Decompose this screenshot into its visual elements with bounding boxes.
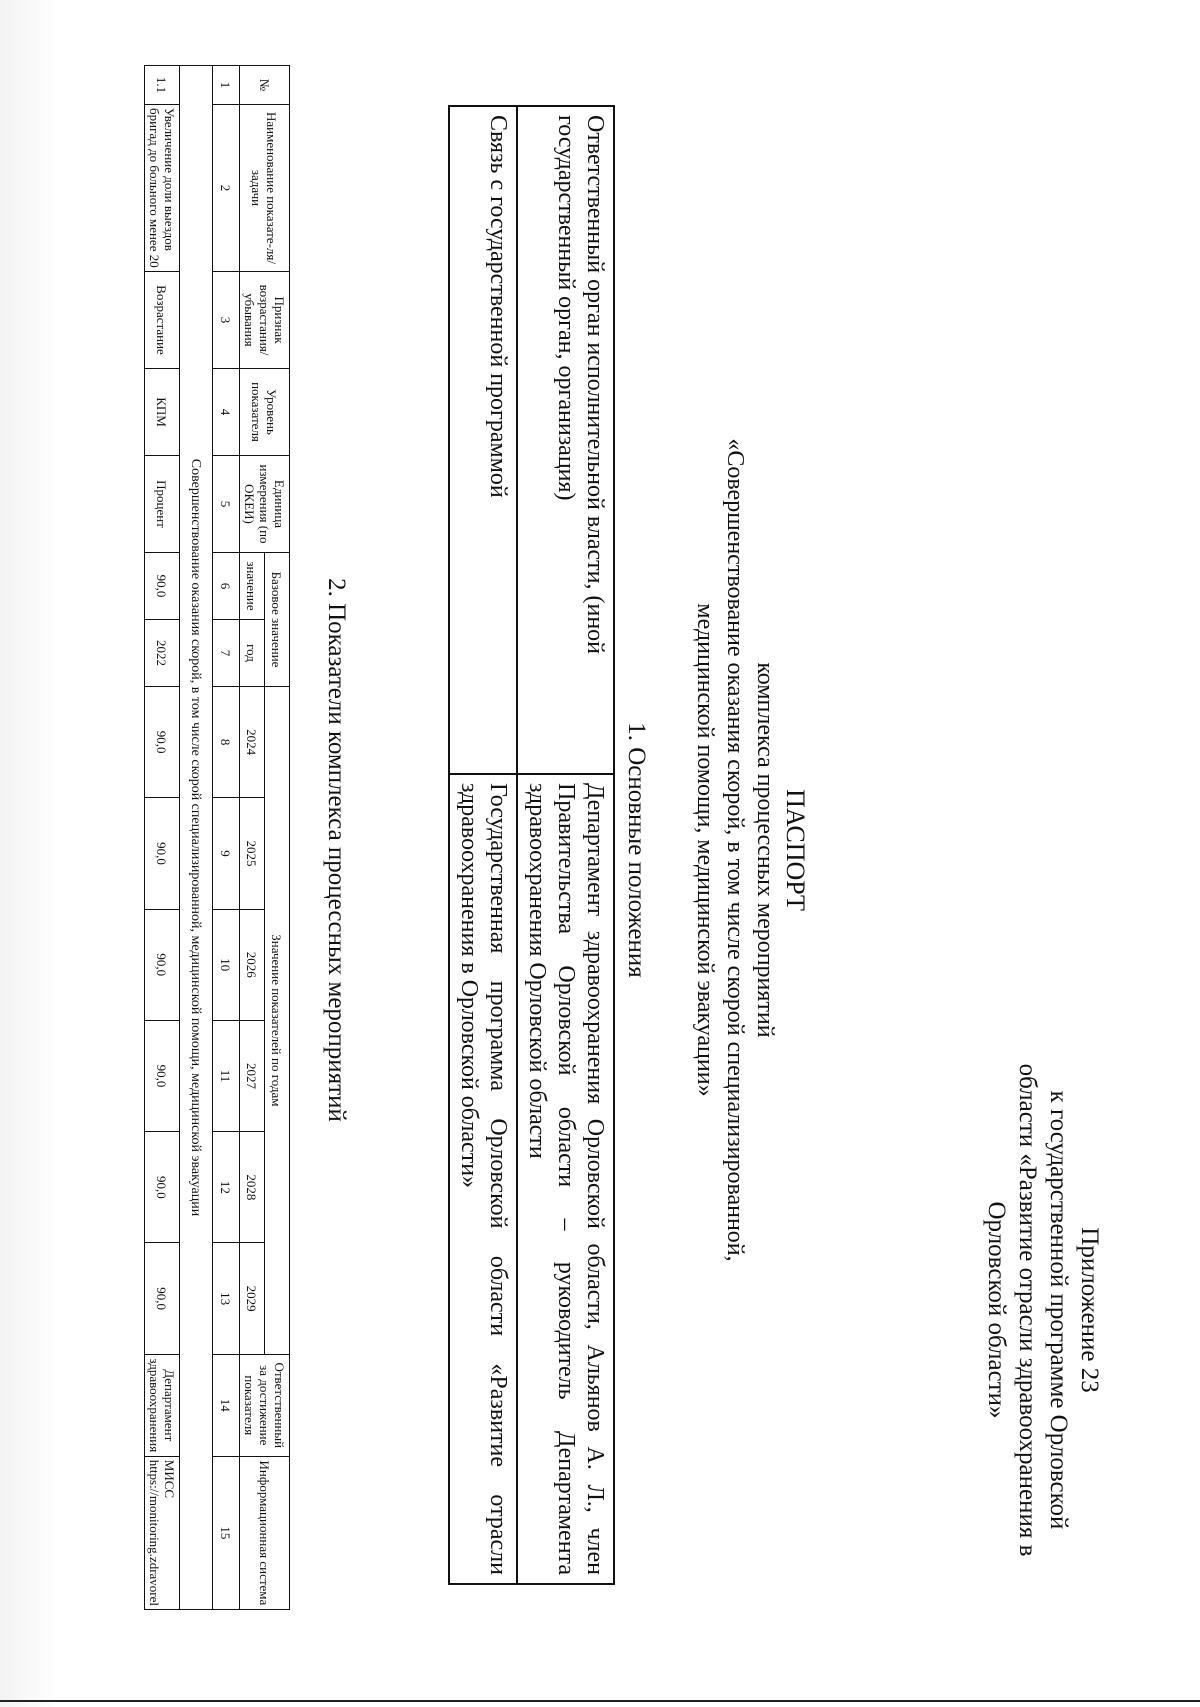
col-level-header: Уровень показателя bbox=[240, 369, 290, 456]
column-number: 3 bbox=[213, 272, 240, 369]
col-base-header: Базовое значение bbox=[265, 553, 290, 687]
row-2029: 90,0 bbox=[145, 1243, 180, 1354]
annex-line-4: Орловской области» bbox=[983, 1201, 1010, 1419]
responsible-value: Департамент здравоохранения Орловской области, Альянов А. Л., член Правительства Орловской области – руководитель Департамента здравоохранения Орловской области bbox=[517, 774, 614, 1584]
row-resp: Департамент здравоохранения bbox=[145, 1354, 180, 1456]
col-unit-header: Единица измерения (по ОКЕИ) bbox=[240, 456, 290, 553]
column-number: 14 bbox=[213, 1354, 240, 1456]
col-resp-header: Ответственный за достижение показателя bbox=[240, 1354, 290, 1456]
column-number: 5 bbox=[213, 456, 240, 553]
annex-line-3: области «Развитие отрасли здравоохранения в bbox=[1014, 1063, 1041, 1557]
column-number: 7 bbox=[213, 620, 240, 687]
passport-title: ПАСПОРТ bbox=[781, 789, 810, 911]
group-title: Совершенствование оказания скорой, в том числе скорой специализированной, медицинской помощи, медицинской эвакуации bbox=[180, 66, 213, 1610]
column-number: 4 bbox=[213, 369, 240, 456]
row-2024: 90,0 bbox=[145, 687, 180, 798]
column-number: 1 bbox=[213, 66, 240, 105]
row-2027: 90,0 bbox=[145, 1020, 180, 1131]
col-base-year-header: год bbox=[240, 620, 265, 687]
basic-provisions-table bbox=[448, 105, 615, 1585]
column-number: 9 bbox=[213, 798, 240, 909]
col-2025-header: 2025 bbox=[240, 798, 265, 909]
annex-line-1: Приложение 23 bbox=[1076, 1227, 1103, 1393]
col-2029-header: 2029 bbox=[240, 1243, 265, 1354]
row-unit: Процент bbox=[145, 456, 180, 553]
col-info-header: Информационная система bbox=[240, 1456, 290, 1609]
col-sign-header: Признак возрастания/ убывания bbox=[240, 272, 290, 369]
annex-line-2: к государственной программе Орловской bbox=[1045, 1090, 1072, 1530]
column-numbers-row bbox=[213, 66, 240, 1610]
responsible-label: Ответственный орган исполнительной власти, (иной государственный орган, организация) bbox=[517, 106, 614, 774]
header-row bbox=[265, 66, 290, 1610]
col-2027-header: 2027 bbox=[240, 1020, 265, 1131]
table-row bbox=[449, 106, 517, 1584]
program-link-value: Государственная программа Орловской области «Развитие отрасли здравоохранения в Орловской области» bbox=[449, 774, 517, 1584]
row-name: Увеличение доли выездов бригад до больного менее 20 bbox=[145, 105, 180, 272]
col-years-header: Значение показателей по годам bbox=[265, 687, 290, 1355]
row-2028: 90,0 bbox=[145, 1132, 180, 1243]
col-num-header: № bbox=[240, 66, 290, 105]
col-base-value-header: значение bbox=[240, 553, 265, 620]
annex-header bbox=[981, 1010, 1105, 1610]
column-number: 8 bbox=[213, 687, 240, 798]
col-2024-header: 2024 bbox=[240, 687, 265, 798]
row-info: МИСС https://monitoring.zdravorel bbox=[145, 1456, 180, 1609]
col-2028-header: 2028 bbox=[240, 1132, 265, 1243]
row-2026: 90,0 bbox=[145, 909, 180, 1020]
column-number: 6 bbox=[213, 553, 240, 620]
column-number: 12 bbox=[213, 1132, 240, 1243]
program-link-label: Связь с государственной программой bbox=[449, 106, 517, 774]
passport-line-1: комплекса процессных мероприятий bbox=[752, 662, 778, 1038]
row-sign: Возрастание bbox=[145, 272, 180, 369]
indicators-table bbox=[144, 65, 290, 1610]
group-row bbox=[180, 66, 213, 1610]
row-2025: 90,0 bbox=[145, 798, 180, 909]
row-base-year: 2022 bbox=[145, 620, 180, 687]
column-number: 11 bbox=[213, 1020, 240, 1131]
col-2026-header: 2026 bbox=[240, 909, 265, 1020]
column-number: 15 bbox=[213, 1456, 240, 1609]
row-num: 1.1 bbox=[145, 66, 180, 105]
row-level: КПМ bbox=[145, 369, 180, 456]
passport-line-2: «Совершенствование оказания скорой, в том числе скорой специализированной, bbox=[722, 438, 748, 1262]
table-row bbox=[517, 106, 614, 1584]
passport-line-3: медицинской помощи, медицинской эвакуации» bbox=[692, 603, 718, 1097]
section-1-title: 1. Основные положения bbox=[623, 722, 650, 978]
column-number: 13 bbox=[213, 1243, 240, 1354]
row-base-value: 90,0 bbox=[145, 553, 180, 620]
passport-heading bbox=[690, 150, 810, 1550]
col-name-header: Наименование показате-ля/задачи bbox=[240, 105, 290, 272]
section-2-title: 2. Показатели комплекса процессных мероприятий bbox=[323, 578, 350, 1122]
column-number: 2 bbox=[213, 105, 240, 272]
column-number: 10 bbox=[213, 909, 240, 1020]
table-row bbox=[145, 66, 180, 1610]
